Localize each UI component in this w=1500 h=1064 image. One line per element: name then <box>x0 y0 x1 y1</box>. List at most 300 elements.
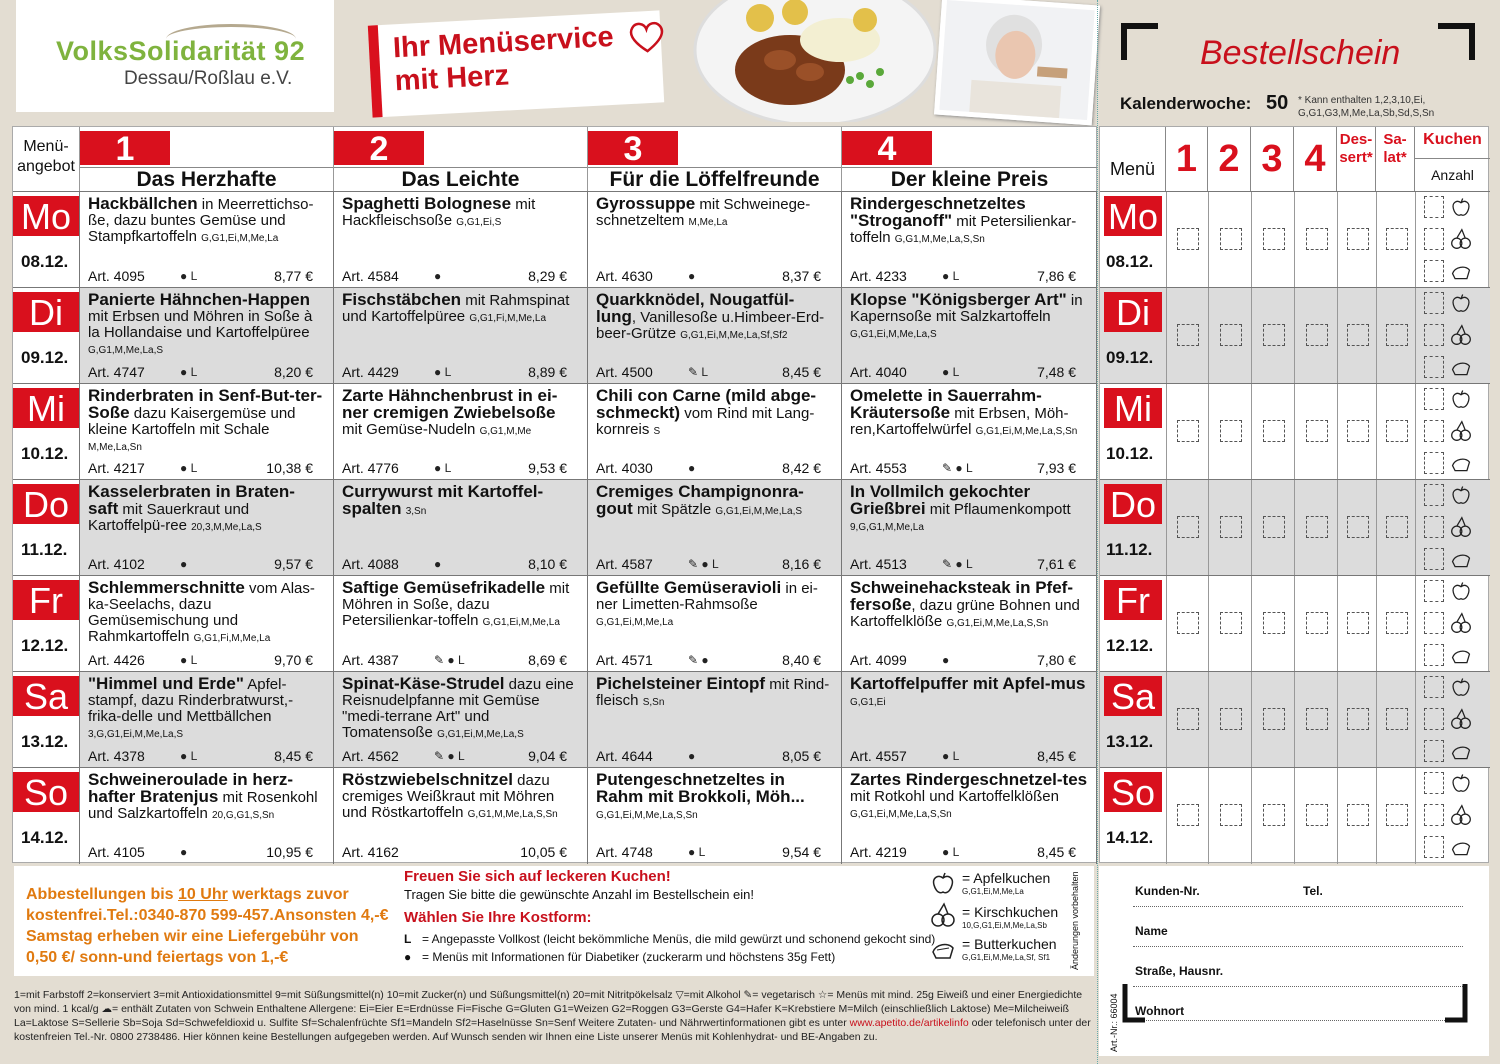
cake-cherry-allergens: 10,G,G1,Ei,M,Me,La,Sb <box>962 921 1047 930</box>
day-date: 08.12. <box>21 252 69 271</box>
apple-cake-box[interactable] <box>1424 676 1444 698</box>
dish-description: mit Rosenkohl und Salzkartoffeln <box>88 789 318 822</box>
order-day-date: 13.12. <box>1106 732 1154 751</box>
butter-cake-box[interactable] <box>1424 260 1444 282</box>
apple-icon <box>1450 580 1472 602</box>
dish-description: mit Erbsen und Möhren in Soße à la Hollandaise und Kartoffelpüree <box>88 308 313 341</box>
article-number: Art. 4387 <box>342 652 399 668</box>
day-row <box>13 575 1098 671</box>
dish-cell <box>334 480 588 576</box>
diet-marks: ● L <box>942 269 960 283</box>
butter-cake-box[interactable] <box>1424 452 1444 474</box>
dish-allergens: 3,Sn <box>405 506 427 517</box>
dish-title: Rinderbraten in Senf-But-ter-Soße <box>88 386 323 422</box>
dish-allergens: G,G1,Ei,M,Me,La,S,Sn <box>975 426 1078 437</box>
quantity-box[interactable] <box>1177 324 1199 346</box>
dish-title: Spinat-Käse-Strudel <box>342 674 505 693</box>
dish-title: Gyrossuppe <box>596 194 696 213</box>
dish-title: Rindergeschnetzeltes "Stroganoff" <box>850 194 1026 230</box>
dish-description: , Vanillesoße u.Himbeer-Erd-beer-Grütze <box>596 309 825 342</box>
dish-title: Putengeschnetzeltes in Rahm mit Brokkoli, Möh... <box>596 770 805 806</box>
butter-cake-box[interactable] <box>1424 356 1444 378</box>
dish-text <box>342 676 579 743</box>
quantity-box[interactable] <box>1306 612 1328 634</box>
article-number: Art. 4500 <box>596 364 653 380</box>
apple-icon <box>1450 772 1472 794</box>
dish-text <box>88 772 325 824</box>
order-day-name: So <box>1104 772 1162 812</box>
footer-legend <box>14 988 1094 1058</box>
dish-price: 10,38 € <box>266 460 313 476</box>
quantity-box[interactable] <box>1220 612 1242 634</box>
quantity-box[interactable] <box>1386 516 1408 538</box>
dish-description: in ei-ner Limetten-Rahmsoße <box>596 580 818 613</box>
day-row <box>13 479 1098 575</box>
cake-cell <box>1415 480 1490 576</box>
order-cell <box>1208 576 1251 672</box>
dish-description: mit Schweinege-schnetzeltem <box>596 196 811 229</box>
quantity-box[interactable] <box>1177 228 1199 250</box>
dish-price: 7,86 € <box>1037 268 1076 284</box>
dish-price: 10,95 € <box>266 844 313 860</box>
quantity-box[interactable] <box>1220 420 1242 442</box>
dish-price: 7,80 € <box>1037 652 1076 668</box>
dish-cell <box>334 192 588 288</box>
changes-reserved: Änderungen vorbehalten <box>1070 871 1080 970</box>
dish-allergens: 20,G,G1,S,Sn <box>211 810 275 821</box>
cancel-line-3: Samstag erheben wir eine Liefergebühr von <box>26 928 359 945</box>
dish-title: Röstzwiebelschnitzel <box>342 770 513 789</box>
day-date: 12.12. <box>21 636 69 655</box>
calendar-week <box>1120 92 1288 115</box>
article-number: Art. 4219 <box>850 844 907 860</box>
logo-name: VolksSolidarität 92 <box>56 36 306 66</box>
quantity-box[interactable] <box>1386 708 1408 730</box>
dish-text <box>850 676 1088 711</box>
quantity-box[interactable] <box>1306 420 1328 442</box>
dish-cell <box>334 384 588 480</box>
order-cell <box>1337 192 1376 288</box>
dish-description: mit Gemüse-Nudeln <box>342 421 476 438</box>
order-cell <box>1166 384 1208 480</box>
diet-d-text: = Menüs mit Informationen für Diabetiker (zuckerarm und höchstens 35g Fett) <box>422 950 836 964</box>
menu-name: Für die Löffelfreunde <box>588 167 841 192</box>
footer-link[interactable]: www.apetito.de/artikelinfo <box>849 1017 969 1029</box>
dish-title: Kartoffelpuffer mit Apfel-mus <box>850 674 1086 693</box>
dish-text <box>596 580 833 631</box>
quantity-box[interactable] <box>1306 804 1328 826</box>
name-field[interactable] <box>1133 946 1463 947</box>
cherry-cake-box[interactable] <box>1424 420 1444 442</box>
quantity-box[interactable] <box>1386 612 1408 634</box>
day-date: 14.12. <box>21 828 69 847</box>
quantity-box[interactable] <box>1306 228 1328 250</box>
order-cell <box>1251 672 1294 768</box>
butter-cake-box[interactable] <box>1424 644 1444 666</box>
day-label <box>13 288 80 384</box>
cake-cell <box>1415 768 1490 864</box>
dish-title: Schweinehacksteak in Pfef-fersoße <box>850 578 1073 614</box>
quantity-box[interactable] <box>1386 228 1408 250</box>
quantity-box[interactable] <box>1263 612 1285 634</box>
article-number: Art. 4630 <box>596 268 653 284</box>
dish-allergens: M,Me,La,Sn <box>88 442 142 453</box>
day-name: Mo <box>13 196 79 236</box>
diet-marks: ✎ ● L <box>942 557 973 571</box>
apple-icon <box>1450 676 1472 698</box>
apple-cake-box[interactable] <box>1424 292 1444 314</box>
customer-number-field[interactable] <box>1133 906 1463 907</box>
footer-text-2: oder telefonisch unter der kostenfreien Tel.-Nr. 0800 2738486. Hier können keine Bestellungen aufgegeben werden. Auf Wunsch senden wir Ihnen eine Liste unserer Menüs mit Kohlenhydrat- und BE-Angaben zu. <box>14 1017 1091 1043</box>
dish-text <box>88 676 325 743</box>
quantity-box[interactable] <box>1306 324 1328 346</box>
cherry-icon <box>1450 228 1472 250</box>
apple-cake-box[interactable] <box>1424 772 1444 794</box>
dish-title: Gefüllte Gemüseravioli <box>596 578 782 597</box>
article-number: Art. 4748 <box>596 844 653 860</box>
quantity-box[interactable] <box>1177 420 1199 442</box>
quantity-box[interactable] <box>1347 420 1369 442</box>
dish-title: "Himmel und Erde" <box>88 674 244 693</box>
butter-cake-box[interactable] <box>1424 836 1444 858</box>
day-date: 13.12. <box>21 732 69 751</box>
quantity-box[interactable] <box>1263 516 1285 538</box>
dish-cell <box>588 768 842 864</box>
street-field[interactable] <box>1133 986 1463 987</box>
quantity-box[interactable] <box>1177 516 1199 538</box>
order-row <box>1100 479 1490 575</box>
city-field[interactable] <box>1133 1020 1463 1021</box>
quantity-box[interactable] <box>1177 612 1199 634</box>
diet-l-symbol: L <box>404 932 412 946</box>
order-cell <box>1376 672 1415 768</box>
corner-bracket-icon <box>1445 984 1469 1024</box>
order-col-4: 4 <box>1294 127 1337 191</box>
dish-description: dazu Kaisergemüse und kleine Kartoffeln mit Schale <box>88 405 296 438</box>
cherry-cake-box[interactable] <box>1424 708 1444 730</box>
order-cell <box>1208 480 1251 576</box>
quantity-box[interactable] <box>1386 420 1408 442</box>
dish-cell <box>588 288 842 384</box>
apple-cake-box[interactable] <box>1424 580 1444 602</box>
order-col-salad: Sa-lat* <box>1376 127 1415 191</box>
article-number: Art. 4584 <box>342 268 399 284</box>
dish-text <box>850 580 1088 632</box>
quantity-box[interactable] <box>1263 708 1285 730</box>
diet-option-l <box>404 932 935 946</box>
quantity-box[interactable] <box>1263 324 1285 346</box>
calendar-week-value: 50 <box>1266 92 1289 114</box>
dish-price: 9,04 € <box>528 748 567 764</box>
quantity-box[interactable] <box>1263 420 1285 442</box>
menu-header-4 <box>842 127 1097 191</box>
cherry-cake-box[interactable] <box>1424 228 1444 250</box>
dish-description: dazu cremiges Weißkraut mit Möhren und Röstkartoffeln <box>342 772 555 821</box>
day-row <box>13 383 1098 479</box>
order-cell <box>1251 576 1294 672</box>
street-label: Straße, Hausnr. <box>1135 964 1224 978</box>
quantity-box[interactable] <box>1306 708 1328 730</box>
order-day-name: Sa <box>1104 676 1162 716</box>
dish-allergens: G,G1,Ei,M,Me,La,S <box>437 729 524 740</box>
cherry-cake-box[interactable] <box>1424 516 1444 538</box>
cake-cell <box>1415 192 1490 288</box>
slogan-line-1: Ihr Menüservice <box>392 20 615 65</box>
day-label <box>13 192 80 288</box>
menu-name: Das Herzhafte <box>80 167 333 192</box>
quantity-box[interactable] <box>1347 804 1369 826</box>
dish-title: Schweineroulade in herz-hafter Bratenjus <box>88 770 293 806</box>
dish-text <box>88 196 325 247</box>
cake-cell <box>1415 576 1490 672</box>
dish-allergens: 9,G,G1,M,Me,La <box>850 522 924 533</box>
dish-title: Chili con Carne (mild abge-schmeckt) <box>596 386 817 422</box>
quantity-box[interactable] <box>1347 228 1369 250</box>
dish-price: 8,45 € <box>1037 844 1076 860</box>
dish-allergens: S,Sn <box>642 697 665 708</box>
diet-marks: ● L <box>180 749 198 763</box>
dish-price: 7,61 € <box>1037 556 1076 572</box>
cake-subline: Tragen Sie bitte die gewünschte Anzahl im Bestellschein ein! <box>404 887 754 902</box>
order-cell <box>1337 480 1376 576</box>
article-number: Art. 4562 <box>342 748 399 764</box>
article-number: Art. 4429 <box>342 364 399 380</box>
dish-allergens: G,G1,Ei,M,Me,La,Sf,Sf2 <box>680 330 788 341</box>
quantity-box[interactable] <box>1177 708 1199 730</box>
order-cell <box>1166 480 1208 576</box>
dish-price: 8,10 € <box>528 556 567 572</box>
dish-cell <box>842 768 1097 864</box>
day-date: 11.12. <box>21 540 68 559</box>
order-cell <box>1337 384 1376 480</box>
dish-cell <box>80 288 334 384</box>
logo-subname: Dessau/Roßlau e.V. <box>124 68 293 89</box>
order-day-name: Fr <box>1104 580 1162 620</box>
dish-text <box>88 292 325 359</box>
dish-title: Schlemmerschnitte <box>88 578 245 597</box>
cake-cherry: = Kirschkuchen <box>962 904 1059 920</box>
day-label <box>13 576 80 672</box>
quantity-box[interactable] <box>1347 324 1369 346</box>
order-cell <box>1337 288 1376 384</box>
quantity-box[interactable] <box>1306 516 1328 538</box>
dish-text <box>596 292 833 344</box>
dish-price: 9,53 € <box>528 460 567 476</box>
dish-allergens: G,G1,Ei,M,Me,La <box>596 617 674 628</box>
quantity-box[interactable] <box>1347 708 1369 730</box>
dish-text <box>342 580 579 631</box>
apple-cake-box[interactable] <box>1424 388 1444 410</box>
dish-price: 8,45 € <box>274 748 313 764</box>
diet-marks: ✎ L <box>688 365 709 379</box>
diet-option-diabetic <box>404 950 835 964</box>
cancellation-info <box>14 866 394 976</box>
dish-price: 7,93 € <box>1037 460 1076 476</box>
dish-allergens: S <box>653 426 661 437</box>
quantity-box[interactable] <box>1263 228 1285 250</box>
dish-price: 7,48 € <box>1037 364 1076 380</box>
article-number: Art.-Nr.: 66004 <box>1109 993 1119 1052</box>
quantity-box[interactable] <box>1386 804 1408 826</box>
menu-header-2 <box>334 127 588 191</box>
butter-cake-box[interactable] <box>1424 740 1444 762</box>
dish-description: mit Petersilienkar-toffeln <box>850 213 1077 246</box>
order-cell <box>1294 192 1337 288</box>
quantity-box[interactable] <box>1220 804 1242 826</box>
diet-heading: Wählen Sie Ihre Kostform: <box>404 909 592 926</box>
cherry-icon <box>1450 420 1472 442</box>
diet-marks: ● L <box>180 269 198 283</box>
cake-icon <box>1450 740 1472 762</box>
city-label: Wohnort <box>1135 1004 1185 1018</box>
cake-butter-allergens: G,G1,Ei,M,Me,La,Sf, Sf1 <box>962 953 1051 962</box>
dish-title: Klopse "Königsberger Art" <box>850 290 1067 309</box>
dish-price: 8,69 € <box>528 652 567 668</box>
order-cell <box>1294 672 1337 768</box>
dish-cell <box>842 192 1097 288</box>
cut-line <box>1097 0 1098 1064</box>
dish-allergens: 20,3,M,Me,La,S <box>191 522 262 533</box>
dish-allergens: G,G1,Ei,M,Me,La,S,Sn <box>946 618 1049 629</box>
order-cell <box>1294 384 1337 480</box>
article-number: Art. 4587 <box>596 556 653 572</box>
diet-marks: ● L <box>434 365 452 379</box>
diet-marks: ● <box>180 557 188 571</box>
cancel-deadline: 10 Uhr <box>178 886 228 903</box>
dish-cell <box>80 576 334 672</box>
dish-description: , dazu grüne Bohnen und Kartoffelklöße <box>850 597 1080 630</box>
dish-description: mit Rind-fleisch <box>596 676 830 709</box>
diet-marks: ● L <box>434 461 452 475</box>
apple-icon <box>930 870 956 896</box>
article-number: Art. 4378 <box>88 748 145 764</box>
diet-d-symbol: ● <box>404 950 412 964</box>
article-number: Art. 4088 <box>342 556 399 572</box>
dish-text <box>88 484 325 536</box>
quantity-box[interactable] <box>1347 612 1369 634</box>
cake-icon <box>1450 452 1472 474</box>
article-number: Art. 4644 <box>596 748 653 764</box>
dish-cell <box>842 576 1097 672</box>
dish-text <box>850 484 1088 536</box>
order-row <box>1100 191 1490 287</box>
cancel-line-4: 0,50 €/ sonn-und feiertags von 1,-€ <box>26 949 289 966</box>
diet-marks: ● <box>688 461 696 475</box>
dish-description: mit Sauerkraut und Kartoffelpü-ree <box>88 501 250 534</box>
apple-cake-box[interactable] <box>1424 196 1444 218</box>
dish-description: vom Rind mit Lang-kornreis <box>596 405 815 438</box>
order-cell <box>1251 384 1294 480</box>
quantity-box[interactable] <box>1386 324 1408 346</box>
order-day-name: Di <box>1104 292 1162 332</box>
order-day-date: 08.12. <box>1106 252 1154 271</box>
order-day-name: Mi <box>1104 388 1162 428</box>
cherry-cake-box[interactable] <box>1424 612 1444 634</box>
order-cell <box>1166 672 1208 768</box>
cherry-icon <box>1450 612 1472 634</box>
apple-icon <box>1450 292 1472 314</box>
dish-allergens: G,G1,M,Me,La,S,Sn <box>467 809 558 820</box>
apple-cake-box[interactable] <box>1424 484 1444 506</box>
quantity-box[interactable] <box>1220 516 1242 538</box>
article-number: Art. 4030 <box>596 460 653 476</box>
diet-marks: ● <box>942 653 950 667</box>
order-row <box>1100 671 1490 767</box>
dish-cell <box>334 768 588 864</box>
quantity-box[interactable] <box>1220 324 1242 346</box>
dish-description: mit Rotkohl und Kartoffelklößen <box>850 788 1059 805</box>
dish-price: 10,05 € <box>520 844 567 860</box>
day-name: Do <box>13 484 79 524</box>
order-cell <box>1208 768 1251 864</box>
dish-description: mit Pflaumenkompott <box>925 501 1071 518</box>
order-row <box>1100 767 1490 863</box>
senior-woman-photo <box>934 0 1100 125</box>
dish-cell <box>334 672 588 768</box>
dish-title: Quarkknödel, Nougatfül-lung <box>596 290 795 326</box>
name-label: Name <box>1135 924 1168 938</box>
day-name: Fr <box>13 580 79 620</box>
dish-description: mit Erbsen, Möh-ren,Kartoffelwürfel <box>850 405 1069 438</box>
article-number: Art. 4162 <box>342 844 399 860</box>
article-number: Art. 4747 <box>88 364 145 380</box>
cancel-line-1: Abbestellungen bis <box>26 886 179 903</box>
diet-l-text: = Angepasste Vollkost (leicht bekömmliche Menüs, die mild gewürzt und schonend gekocht sind) <box>422 932 936 946</box>
dish-title: In Vollmilch gekochter Grießbrei <box>850 482 1031 518</box>
order-cell <box>1376 576 1415 672</box>
article-number: Art. 4557 <box>850 748 907 764</box>
cake-cell <box>1415 384 1490 480</box>
order-cell <box>1251 192 1294 288</box>
cherry-cake-box[interactable] <box>1424 804 1444 826</box>
article-number: Art. 4102 <box>88 556 145 572</box>
diet-marks: ✎ ● <box>688 653 709 667</box>
order-day-name: Mo <box>1104 196 1162 236</box>
dish-description: mit Hackfleischsoße <box>342 196 536 229</box>
quantity-box[interactable] <box>1347 516 1369 538</box>
order-day-name: Do <box>1104 484 1162 524</box>
order-cell <box>1294 480 1337 576</box>
order-cell <box>1294 288 1337 384</box>
dish-text <box>88 580 325 647</box>
cherry-icon <box>1450 516 1472 538</box>
quantity-box[interactable] <box>1220 228 1242 250</box>
customer-number-label: Kunden-Nr. <box>1135 884 1200 898</box>
dish-text <box>342 388 579 440</box>
order-cell <box>1376 288 1415 384</box>
cake-butter: = Butterkuchen <box>962 936 1057 952</box>
quantity-box[interactable] <box>1263 804 1285 826</box>
quantity-box[interactable] <box>1220 708 1242 730</box>
dish-description: Apfel-stampf, dazu Rinderbratwurst,-frika-delle und Mettbällchen <box>88 676 294 725</box>
order-cell <box>1294 576 1337 672</box>
quantity-box[interactable] <box>1177 804 1199 826</box>
dish-allergens: G,G1,M,Me,La,S,Sn <box>894 234 985 245</box>
order-cell <box>1376 192 1415 288</box>
day-row <box>13 671 1098 767</box>
day-name: Mi <box>13 388 79 428</box>
day-name: Di <box>13 292 79 332</box>
day-name: So <box>13 772 79 812</box>
cherry-cake-box[interactable] <box>1424 324 1444 346</box>
order-row <box>1100 287 1490 383</box>
amount-label: Anzahl <box>1431 167 1474 183</box>
butter-cake-box[interactable] <box>1424 548 1444 570</box>
dish-price: 9,54 € <box>782 844 821 860</box>
dish-cell <box>334 576 588 672</box>
food-plate-image <box>690 0 940 122</box>
menu-name: Der kleine Preis <box>842 167 1097 192</box>
